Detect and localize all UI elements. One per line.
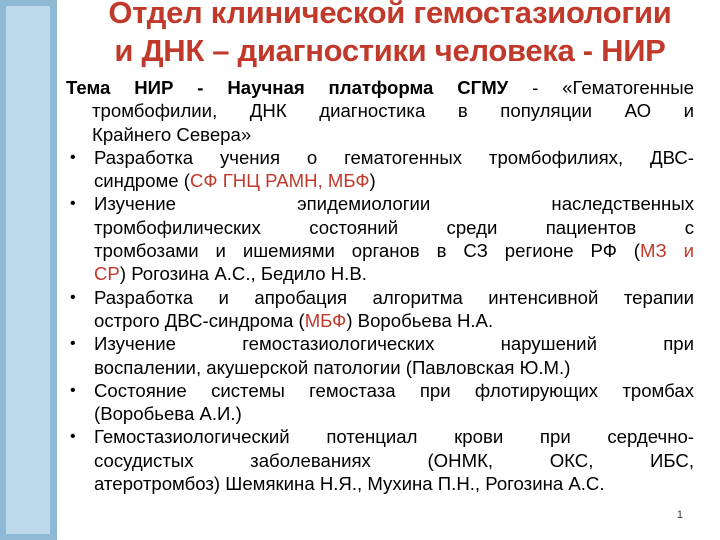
bullet-icon: •	[70, 335, 76, 353]
bullet-icon: •	[70, 381, 76, 399]
list-item	[66, 332, 694, 379]
bullet-icon: •	[70, 195, 76, 213]
list-item-line	[94, 169, 694, 192]
slide-title-line-1: Отдел клинической гемостазиологии	[108, 0, 672, 30]
line-text: сосудистых заболеваниях (ОНМК, ОКС, ИБС,	[94, 449, 694, 471]
bullet-list	[66, 146, 694, 495]
list-item	[66, 146, 694, 193]
left-stripe-inner	[6, 6, 50, 534]
line-text: Состояние системы гемостаза при флотирующих тромбах	[94, 379, 694, 401]
bullet-icon: •	[70, 148, 76, 166]
line-text: тромбозами и ишемиями органов в СЗ регионе РФ (	[94, 240, 640, 262]
line-text: атеротромбоз) Шемякина Н.Я., Мухина П.Н., Рогозина А.С.	[94, 473, 605, 495]
intro-line-3: Крайнего Севера»	[92, 123, 252, 145]
line-text: Изучение гемостазиологических нарушений при	[94, 333, 694, 355]
slide-title-line-2: и ДНК – диагностики человека - НИР	[114, 33, 666, 68]
list-item-line	[94, 356, 694, 379]
list-item-line	[94, 262, 694, 285]
list-item-line	[94, 472, 694, 495]
line-text-after: )	[369, 170, 376, 192]
highlight-text: МЗ и	[639, 240, 694, 262]
list-item-line	[94, 402, 694, 425]
list-item-line	[94, 309, 694, 332]
highlight-text: МБФ	[304, 309, 347, 331]
line-text: Разработка учения о гематогенных тромбофилиях, ДВС-	[94, 146, 694, 168]
bullet-icon: •	[70, 288, 76, 306]
list-item-line	[94, 449, 694, 472]
left-decorative-stripe	[0, 0, 57, 540]
line-text-after: ) Воробьева Н.А.	[346, 309, 494, 331]
list-item	[66, 425, 694, 495]
line-text: Гемостазиологический потенциал крови при сердечно-	[94, 426, 694, 448]
list-item	[66, 379, 694, 426]
bullet-icon: •	[70, 428, 76, 446]
line-text: тромбофилических состояний среди пациентов с	[94, 216, 694, 238]
intro-lead: Тема НИР - Научная платформа СГМУ	[66, 77, 509, 98]
list-item-line	[94, 146, 694, 169]
intro-line-1	[66, 76, 694, 99]
intro-rest: - «Гематогенные	[508, 77, 694, 98]
slide-title	[60, 0, 720, 70]
line-text: Изучение эпидемиологии наследственных	[94, 193, 694, 215]
line-text: Разработка и апробация алгоритма интенсивной терапии	[94, 286, 694, 308]
list-item	[66, 192, 694, 285]
list-item-line	[94, 216, 694, 239]
line-text: воспалении, акушерской патологии (Павловская Ю.М.)	[94, 356, 571, 378]
list-item-line	[94, 192, 694, 215]
intro-paragraph	[66, 76, 694, 146]
highlight-text: СР	[94, 263, 120, 285]
intro-line-2: тромбофилии, ДНК диагностика в популяции АО и	[92, 100, 694, 122]
line-text: острого ДВС-синдрома (	[94, 309, 305, 331]
page-number: 1	[676, 509, 683, 521]
list-item	[66, 286, 694, 333]
line-text: синдроме (	[94, 170, 190, 192]
line-text-after: ) Рогозина А.С., Бедило Н.В.	[119, 263, 367, 285]
list-item-line	[94, 239, 694, 262]
list-item-line	[94, 379, 694, 402]
list-item-line	[94, 286, 694, 309]
highlight-text: СФ ГНЦ РАМН, МБФ	[189, 170, 370, 192]
slide-body	[66, 76, 694, 495]
list-item-line	[94, 332, 694, 355]
line-text: (Воробьева А.И.)	[94, 403, 242, 425]
list-item-line	[94, 425, 694, 448]
